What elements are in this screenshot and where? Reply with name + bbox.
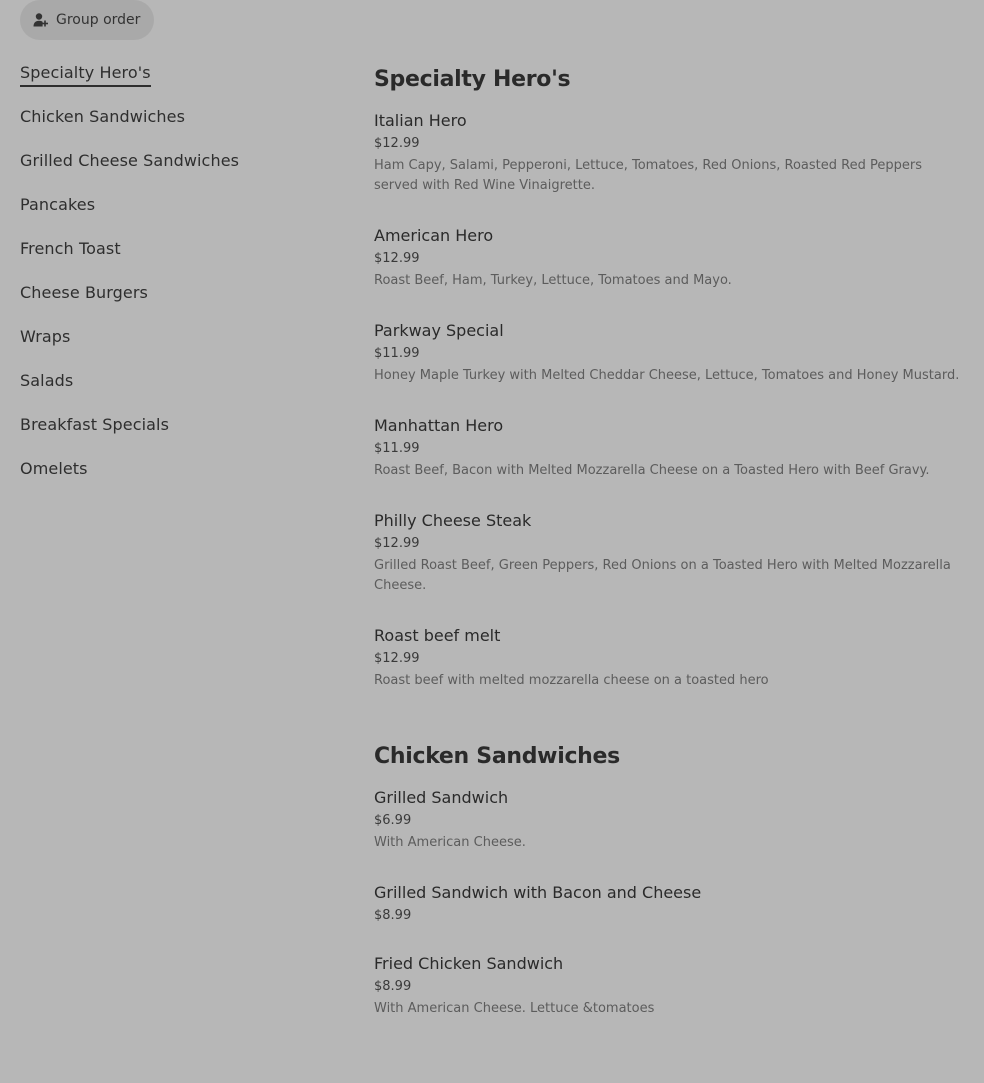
sidebar-item-label: Salads xyxy=(20,371,74,390)
menu-item-name: Philly Cheese Steak xyxy=(374,511,532,530)
sidebar-item-label: Breakfast Specials xyxy=(20,415,170,434)
menu-item-price: $8.99 xyxy=(374,908,412,923)
menu-item-description: Honey Maple Turkey with Melted Cheddar Cheese, Lettuce, Tomatoes and Honey Mustard. xyxy=(374,368,960,383)
sidebar-item-french-toast[interactable] xyxy=(20,238,320,282)
sidebar-item-label: Wraps xyxy=(20,327,71,346)
menu-item-price: $8.99 xyxy=(374,979,412,994)
menu-item[interactable] xyxy=(374,511,964,596)
menu-item[interactable] xyxy=(374,883,964,924)
menu-item-name: Roast beef melt xyxy=(374,626,501,645)
menu-item[interactable] xyxy=(374,954,964,1019)
sidebar-item-grilled-cheese-sandwiches[interactable] xyxy=(20,150,320,194)
menu-item-description: Roast Beef, Ham, Turkey, Lettuce, Tomatoes and Mayo. xyxy=(374,273,732,288)
menu-content xyxy=(374,64,964,1019)
menu-item[interactable] xyxy=(374,111,964,196)
menu-item-name: Manhattan Hero xyxy=(374,416,504,435)
menu-item[interactable] xyxy=(374,321,964,386)
menu-item-description: Roast Beef, Bacon with Melted Mozzarella Cheese on a Toasted Hero with Beef Gravy. xyxy=(374,463,930,478)
menu-item-price: $12.99 xyxy=(374,536,420,551)
menu-section-specialty-heros xyxy=(374,64,964,691)
sidebar-item-label: Specialty Hero's xyxy=(20,62,151,87)
sidebar-item-wraps[interactable] xyxy=(20,326,320,370)
section-title: Specialty Hero's xyxy=(374,67,571,92)
sidebar-item-cheese-burgers[interactable] xyxy=(20,282,320,326)
menu-item-name: Fried Chicken Sandwich xyxy=(374,954,564,973)
menu-item-price: $12.99 xyxy=(374,251,420,266)
sidebar-item-omelets[interactable] xyxy=(20,458,320,502)
menu-item-price: $11.99 xyxy=(374,441,420,456)
sidebar-item-label: Grilled Cheese Sandwiches xyxy=(20,151,240,170)
sidebar-item-label: Chicken Sandwiches xyxy=(20,107,186,126)
menu-item[interactable] xyxy=(374,416,964,481)
sidebar-item-label: Omelets xyxy=(20,459,88,478)
sidebar-item-label: French Toast xyxy=(20,239,121,258)
sidebar-item-breakfast-specials[interactable] xyxy=(20,414,320,458)
menu-item-name: Grilled Sandwich with Bacon and Cheese xyxy=(374,883,702,902)
menu-item-name: American Hero xyxy=(374,226,494,245)
menu-item-price: $6.99 xyxy=(374,813,412,828)
menu-item-name: Grilled Sandwich xyxy=(374,788,509,807)
menu-item[interactable] xyxy=(374,626,964,691)
menu-item-name: Parkway Special xyxy=(374,321,504,340)
group-order-label: Group order xyxy=(56,12,141,28)
menu-item-price: $12.99 xyxy=(374,136,420,151)
sidebar-item-label: Pancakes xyxy=(20,195,96,214)
sidebar-item-label: Cheese Burgers xyxy=(20,283,148,302)
menu-item[interactable] xyxy=(374,226,964,291)
sidebar-item-chicken-sandwiches[interactable] xyxy=(20,106,320,150)
group-order-button[interactable] xyxy=(20,0,154,40)
category-sidebar xyxy=(20,62,320,502)
menu-item-description: Grilled Roast Beef, Green Peppers, Red Onions on a Toasted Hero with Melted Mozzarella Cheese. xyxy=(374,558,951,593)
menu-item-description: With American Cheese. xyxy=(374,835,526,850)
menu-item-name: Italian Hero xyxy=(374,111,467,130)
add-person-icon xyxy=(32,11,50,29)
sidebar-item-pancakes[interactable] xyxy=(20,194,320,238)
menu-item-price: $12.99 xyxy=(374,651,420,666)
section-title: Chicken Sandwiches xyxy=(374,744,620,769)
menu-item-description: With American Cheese. Lettuce &tomatoes xyxy=(374,1001,655,1016)
menu-item-description: Roast beef with melted mozzarella cheese on a toasted hero xyxy=(374,673,769,688)
menu-section-chicken-sandwiches xyxy=(374,741,964,1019)
menu-item-price: $11.99 xyxy=(374,346,420,361)
menu-item-description: Ham Capy, Salami, Pepperoni, Lettuce, Tomatoes, Red Onions, Roasted Red Peppers served with Red Wine Vinaigrette. xyxy=(374,158,922,193)
menu-item[interactable] xyxy=(374,788,964,853)
sidebar-item-specialty-heros[interactable] xyxy=(20,62,320,106)
sidebar-item-salads[interactable] xyxy=(20,370,320,414)
